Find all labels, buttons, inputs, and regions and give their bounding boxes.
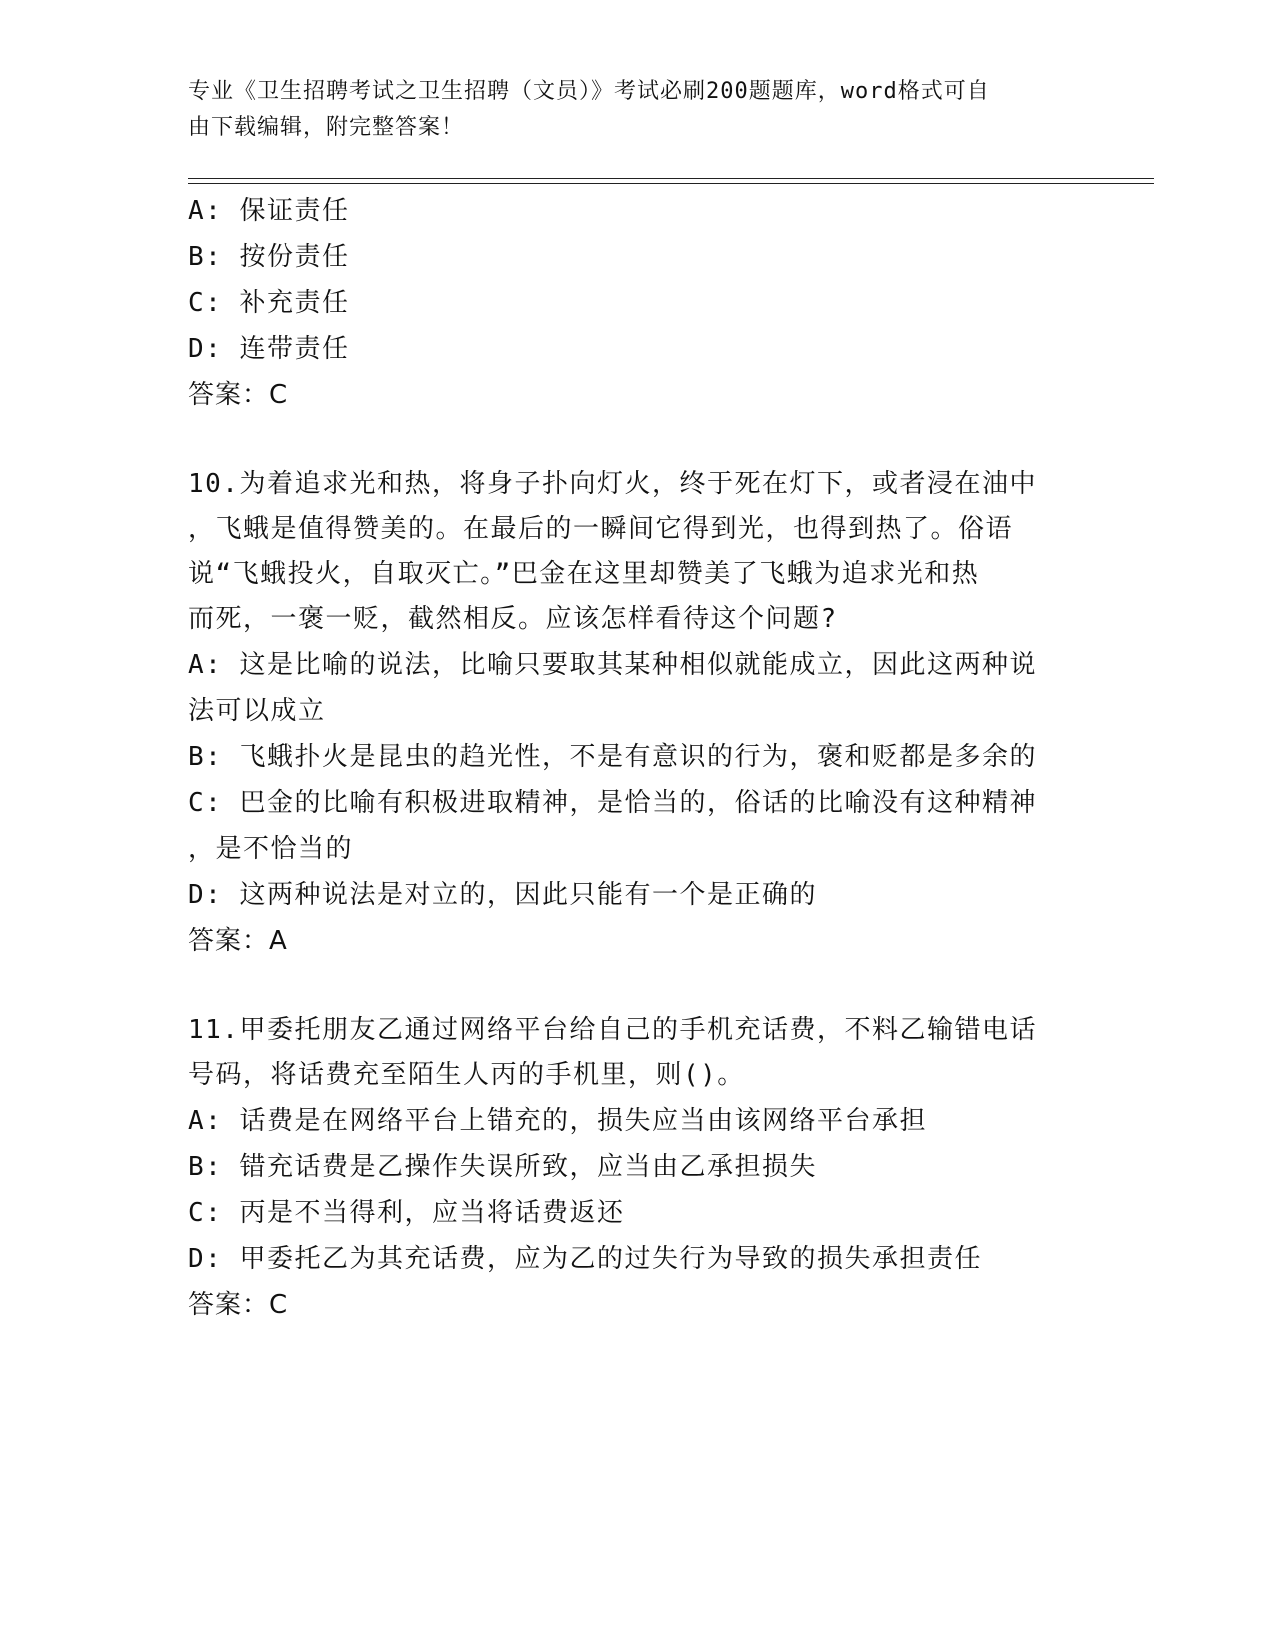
q10-stem-line: 说“飞蛾投火，自取灭亡。”巴金在这里却赞美了飞蛾为追求光和热 [188,559,980,589]
q11-option-c: C: 丙是不当得利，应当将话费返还 [188,1198,625,1228]
q10-stem-line: 而死，一褒一贬，截然相反。应该怎样看待这个问题? [188,604,838,634]
q11-option-a: A: 话费是在网络平台上错充的，损失应当由该网络平台承担 [188,1106,927,1136]
q11-option-b: B: 错充话费是乙操作失误所致，应当由乙承担损失 [188,1152,817,1182]
question-9 [188,188,1088,418]
q10-answer: 答案：A [188,926,288,956]
q10-option-c-line: ，是不恰当的 [188,834,354,864]
q10-option-c-line: C: 巴金的比喻有积极进取精神，是恰当的，俗话的比喻没有这种精神 [188,788,1037,818]
q11-answer: 答案：C [188,1290,289,1320]
q11-option-d: D: 甲委托乙为其充话费，应为乙的过失行为导致的损失承担责任 [188,1244,982,1274]
q9-option-b: B: 按份责任 [188,242,350,272]
question-11 [188,1008,1088,1328]
question-spacer [188,964,1088,1008]
question-content [188,188,1088,1328]
q10-stem-line: ，飞蛾是值得赞美的。在最后的一瞬间它得到光，也得到热了。俗语 [188,514,1014,544]
header-divider-bottom [188,183,1154,184]
q10-stem-line: 10.为着追求光和热，将身子扑向灯火，终于死在灯下，或者浸在油中 [188,469,1037,499]
document-header [188,74,1088,146]
header-line-2: 由下载编辑，附完整答案！ [188,115,465,140]
q9-option-c: C: 补充责任 [188,288,350,318]
q11-stem-line: 11.甲委托朋友乙通过网络平台给自己的手机充话费，不料乙输错电话 [188,1015,1037,1045]
q9-answer: 答案：C [188,380,289,410]
question-10 [188,462,1088,964]
q10-option-a-line: A: 这是比喻的说法，比喻只要取其某种相似就能成立，因此这两种说 [188,650,1037,680]
q9-option-a: A: 保证责任 [188,196,350,226]
q9-option-d: D: 连带责任 [188,334,350,364]
q10-option-b: B: 飞蛾扑火是昆虫的趋光性，不是有意识的行为，褒和贬都是多余的 [188,742,1037,772]
header-divider-top [188,178,1154,179]
q10-option-a-line: 法可以成立 [188,696,326,726]
question-spacer [188,418,1088,462]
header-line-1: 专业《卫生招聘考试之卫生招聘（文员）》考试必刷200题题库，word格式可自 [188,79,990,104]
q11-stem-line: 号码，将话费充至陌生人丙的手机里，则()。 [188,1060,745,1090]
q10-option-d: D: 这两种说法是对立的，因此只能有一个是正确的 [188,880,817,910]
